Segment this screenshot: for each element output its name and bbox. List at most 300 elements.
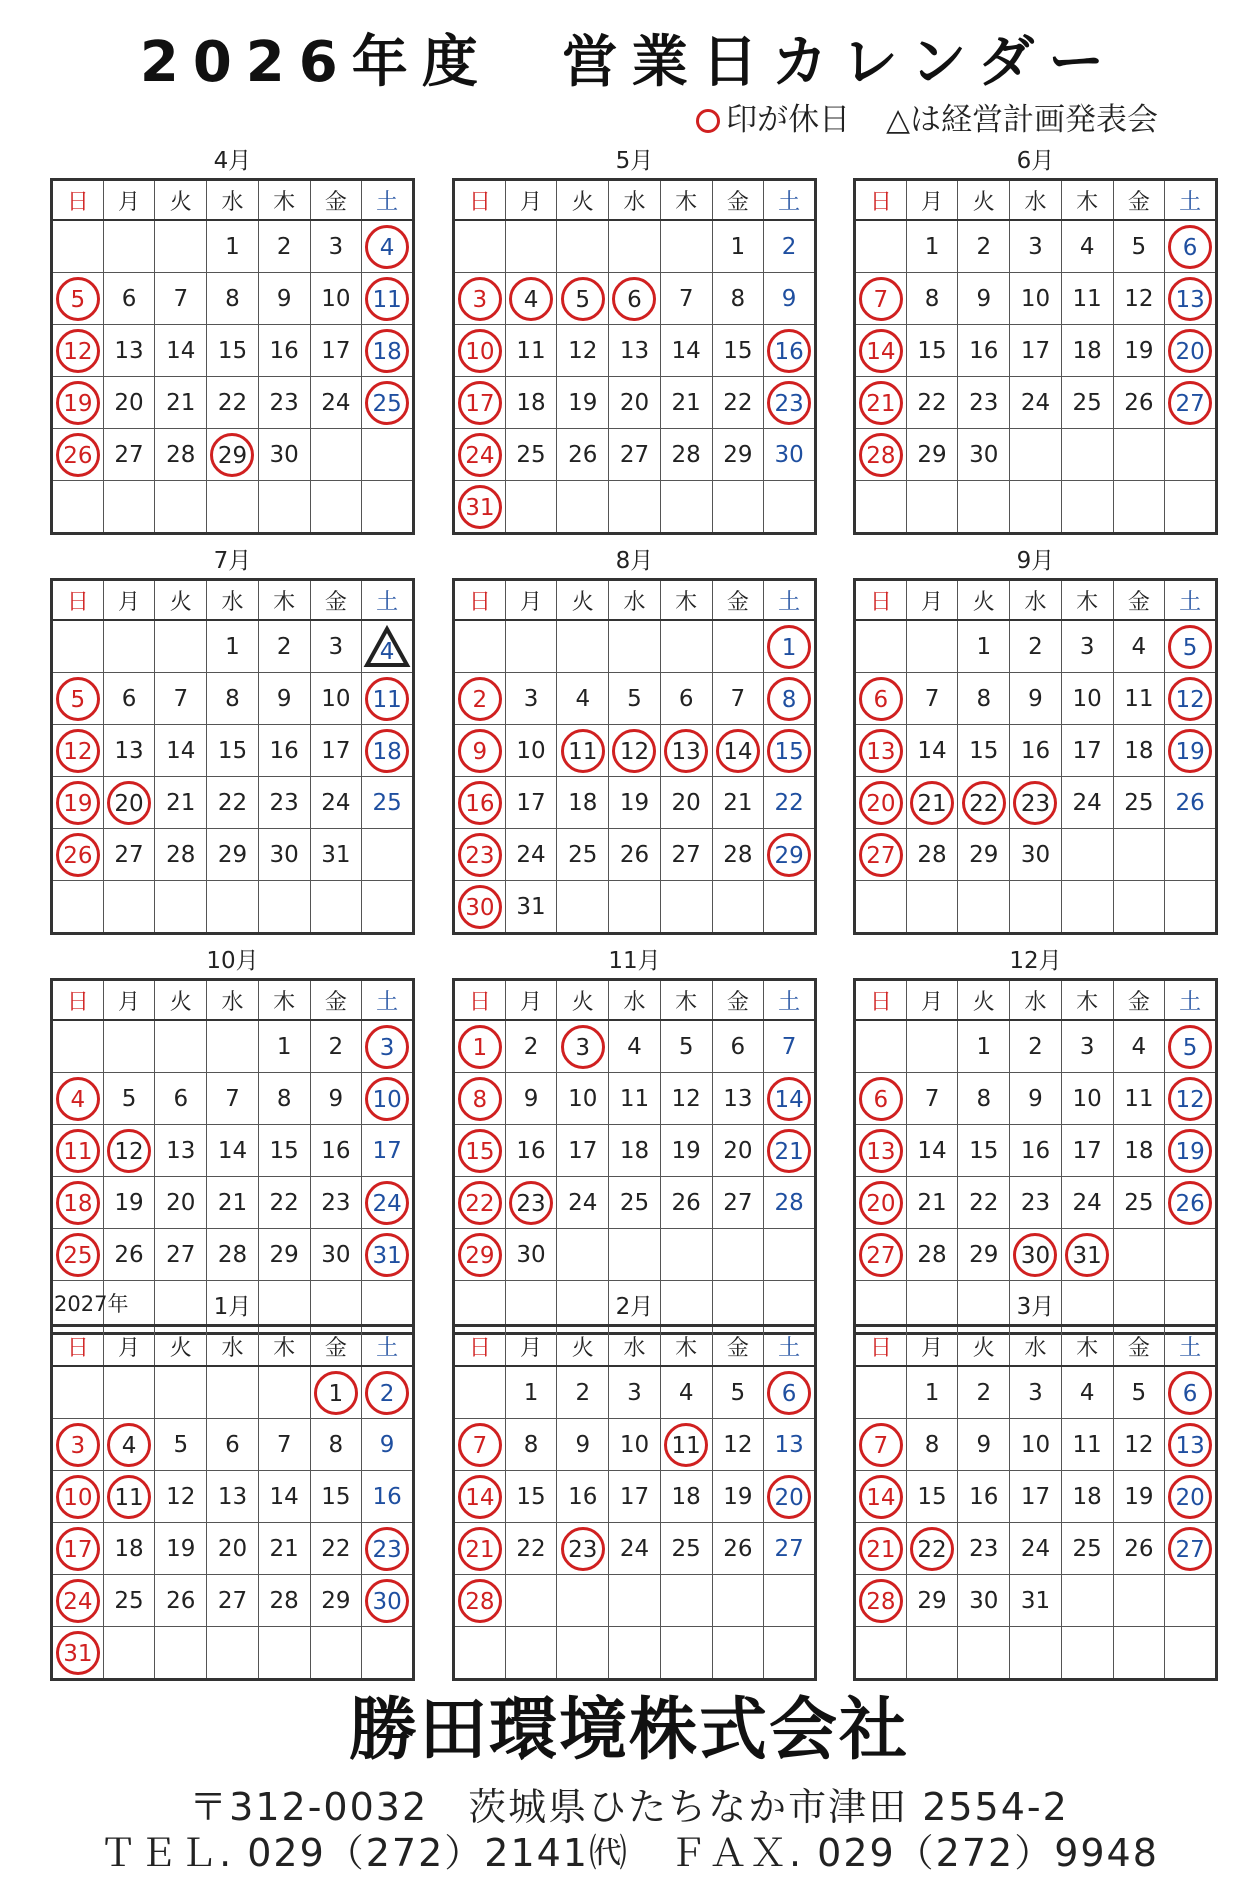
day-number: 25: [516, 441, 546, 468]
day-number: 26: [1124, 1535, 1154, 1562]
day-number: 5: [56, 277, 100, 321]
weekday-header: 火: [155, 580, 207, 621]
weekday-header: 金: [712, 580, 764, 621]
day-number: 1: [314, 1371, 358, 1415]
month-table: [452, 578, 817, 935]
day-number: 17: [372, 1137, 402, 1164]
day-number: 17: [1072, 737, 1102, 764]
day-cell: [505, 673, 557, 725]
day-number: 7: [276, 1431, 292, 1458]
day-cell: [906, 1471, 958, 1523]
day-cell: [258, 1575, 310, 1627]
day-cell: [1061, 1125, 1113, 1177]
day-cell: [855, 1575, 907, 1627]
day-number: 16: [1020, 737, 1051, 764]
empty-cell: [1061, 1627, 1113, 1680]
weekday-header: 月: [103, 980, 155, 1021]
day-number: 17: [321, 737, 351, 764]
day-cell: [454, 1419, 506, 1471]
day-cell: [310, 1125, 362, 1177]
day-cell: [505, 1177, 557, 1229]
day-number: 1: [976, 633, 992, 660]
day-cell: [454, 881, 506, 934]
day-number: 23: [1020, 1189, 1051, 1216]
day-cell: [310, 777, 362, 829]
weekday-header: 火: [155, 980, 207, 1021]
weekday-header: 土: [764, 180, 816, 221]
day-number: 11: [1072, 285, 1102, 312]
empty-cell: [258, 1366, 310, 1419]
weekday-header: 火: [958, 980, 1010, 1021]
empty-cell: [103, 481, 155, 534]
day-cell: [258, 620, 310, 673]
day-number: 18: [1072, 337, 1102, 364]
day-cell: [609, 1471, 661, 1523]
weekday-header: 木: [258, 1326, 310, 1367]
empty-cell: [855, 1020, 907, 1073]
empty-cell: [155, 1627, 207, 1680]
weekday-header: 金: [712, 180, 764, 221]
empty-cell: [1010, 429, 1062, 481]
day-number: 8: [730, 285, 746, 312]
day-cell: [505, 1419, 557, 1471]
weekday-header: 水: [1010, 180, 1062, 221]
day-number: 24: [516, 841, 546, 868]
day-cell: [958, 220, 1010, 273]
day-number: 8: [924, 285, 940, 312]
day-cell: [1113, 273, 1165, 325]
day-cell: [609, 1020, 661, 1073]
day-cell: [712, 377, 764, 429]
day-cell: [1010, 1575, 1062, 1627]
day-number: 6: [173, 1085, 189, 1112]
day-number: 3: [627, 1379, 642, 1406]
empty-cell: [764, 1229, 816, 1281]
day-number: 13: [1168, 1423, 1212, 1467]
day-cell: [764, 1523, 816, 1575]
weekday-header: 火: [557, 180, 609, 221]
day-cell: [1165, 1125, 1217, 1177]
weekday-header: 月: [906, 980, 958, 1021]
empty-cell: [454, 220, 506, 273]
day-cell: [764, 220, 816, 273]
day-cell: [310, 1471, 362, 1523]
empty-cell: [855, 881, 907, 934]
day-cell: [958, 1575, 1010, 1627]
day-number: 22: [516, 1535, 546, 1562]
day-number: 30: [969, 441, 999, 468]
day-cell: [1010, 1419, 1062, 1471]
day-cell: [505, 1229, 557, 1281]
day-number: 10: [568, 1085, 598, 1112]
weekday-header: 日: [454, 180, 506, 221]
empty-cell: [207, 481, 259, 534]
day-cell: [958, 1471, 1010, 1523]
day-cell: [1113, 1125, 1165, 1177]
weekday-header: 金: [310, 180, 362, 221]
day-number: 2: [781, 233, 797, 260]
day-cell: [660, 1471, 712, 1523]
day-number: 24: [321, 789, 351, 816]
day-number: 14: [166, 337, 196, 364]
empty-cell: [557, 881, 609, 934]
day-number: 8: [523, 1431, 539, 1458]
month-table: [50, 178, 415, 535]
day-number: 16: [458, 781, 502, 825]
day-number: 5: [678, 1033, 694, 1060]
day-number: 6: [767, 1371, 811, 1415]
day-number: 8: [225, 685, 240, 712]
month-calendar: [50, 948, 415, 1335]
day-number: 17: [458, 381, 502, 425]
empty-cell: [103, 1627, 155, 1680]
day-cell: [764, 777, 816, 829]
day-cell: [712, 325, 764, 377]
day-cell: [310, 673, 362, 725]
day-number: 16: [516, 1137, 546, 1164]
month-label: 2月: [615, 1294, 654, 1320]
weekday-header: 日: [454, 980, 506, 1021]
day-cell: [454, 829, 506, 881]
day-cell: [155, 377, 207, 429]
day-number: 3: [328, 233, 344, 260]
day-cell: [1061, 325, 1113, 377]
weekday-header: 火: [155, 1326, 207, 1367]
day-number: 18: [1072, 1483, 1102, 1510]
day-cell: [906, 829, 958, 881]
month-label: 8月: [615, 548, 654, 574]
day-cell: [1113, 673, 1165, 725]
empty-cell: [155, 481, 207, 534]
day-cell: [660, 325, 712, 377]
day-cell: [660, 777, 712, 829]
day-cell: [1113, 1523, 1165, 1575]
empty-cell: [906, 620, 958, 673]
day-number: 14: [767, 1077, 811, 1121]
day-cell: [660, 1366, 712, 1419]
day-cell: [557, 1471, 609, 1523]
day-cell: [454, 325, 506, 377]
empty-cell: [712, 1575, 764, 1627]
day-number: 9: [1028, 685, 1043, 712]
day-number: 24: [619, 1535, 650, 1562]
day-cell: [505, 1125, 557, 1177]
day-cell: [1010, 1229, 1062, 1281]
weekday-header: 木: [660, 980, 712, 1021]
day-number: 12: [166, 1483, 196, 1510]
day-cell: [1061, 1419, 1113, 1471]
day-cell: [609, 1073, 661, 1125]
day-number: 4: [56, 1077, 100, 1121]
day-number: 21: [859, 381, 903, 425]
empty-cell: [958, 1627, 1010, 1680]
day-cell: [454, 1471, 506, 1523]
day-cell: [362, 673, 414, 725]
day-cell: [207, 1073, 259, 1125]
day-cell: [712, 220, 764, 273]
day-cell: [1010, 829, 1062, 881]
empty-cell: [609, 481, 661, 534]
day-number: 15: [458, 1129, 502, 1173]
day-cell: [660, 829, 712, 881]
day-number: 27: [774, 1535, 804, 1562]
day-cell: [855, 325, 907, 377]
day-number: 30: [1020, 841, 1051, 868]
empty-cell: [1113, 1627, 1165, 1680]
day-number: 18: [516, 389, 546, 416]
empty-cell: [855, 1627, 907, 1680]
day-number: 6: [121, 285, 137, 312]
empty-cell: [855, 481, 907, 534]
day-cell: [155, 725, 207, 777]
day-number: 24: [1072, 789, 1102, 816]
day-cell: [1113, 725, 1165, 777]
day-cell: [1165, 620, 1217, 673]
day-number: 31: [365, 1233, 409, 1277]
day-number: 7: [924, 685, 940, 712]
day-number: 25: [1124, 1189, 1154, 1216]
day-number: 7: [458, 1423, 502, 1467]
day-cell: [958, 1229, 1010, 1281]
day-number: 25: [671, 1535, 701, 1562]
day-cell: [155, 673, 207, 725]
day-number: 21: [269, 1535, 299, 1562]
empty-cell: [310, 429, 362, 481]
day-cell: [712, 777, 764, 829]
day-cell: [1113, 1020, 1165, 1073]
day-number: 17: [516, 789, 546, 816]
day-cell: [103, 777, 155, 829]
empty-cell: [207, 1627, 259, 1680]
empty-cell: [454, 620, 506, 673]
day-cell: [1165, 1419, 1217, 1471]
weekday-header: 火: [958, 1326, 1010, 1367]
day-number: 20: [114, 389, 144, 416]
day-cell: [764, 1177, 816, 1229]
day-number: 3: [1079, 1033, 1095, 1060]
day-number: 14: [859, 1475, 903, 1519]
day-number: 23: [365, 1527, 409, 1571]
day-number: 4: [107, 1423, 151, 1467]
day-number: 19: [1168, 1129, 1212, 1173]
day-cell: [52, 1125, 104, 1177]
day-number: 28: [671, 441, 701, 468]
day-cell: [557, 1419, 609, 1471]
day-number: 24: [1072, 1189, 1102, 1216]
day-number: 19: [1124, 337, 1154, 364]
weekday-header: 土: [1165, 180, 1217, 221]
empty-cell: [855, 220, 907, 273]
day-cell: [155, 1073, 207, 1125]
day-number: 1: [458, 1025, 502, 1069]
day-cell: [207, 325, 259, 377]
day-cell: [207, 620, 259, 673]
day-cell: [103, 725, 155, 777]
weekday-header: 月: [103, 580, 155, 621]
empty-cell: [52, 220, 104, 273]
day-cell: [906, 220, 958, 273]
day-cell: [52, 777, 104, 829]
day-cell: [557, 777, 609, 829]
day-cell: [660, 1177, 712, 1229]
weekday-header: 土: [1165, 580, 1217, 621]
day-number: 17: [568, 1137, 598, 1164]
day-number: 17: [619, 1483, 650, 1510]
day-number: 18: [619, 1137, 650, 1164]
day-cell: [1010, 725, 1062, 777]
day-number: 7: [924, 1085, 940, 1112]
day-number: 30: [269, 441, 299, 468]
day-cell: [155, 1177, 207, 1229]
empty-cell: [310, 1627, 362, 1680]
day-cell: [958, 1366, 1010, 1419]
month-label: 10月: [206, 948, 259, 974]
day-cell: [505, 725, 557, 777]
month-table: [853, 1324, 1218, 1681]
day-number: 19: [56, 381, 100, 425]
day-cell: [103, 1575, 155, 1627]
day-number: 5: [121, 1085, 137, 1112]
day-number: 5: [561, 277, 605, 321]
day-number: 2: [523, 1033, 539, 1060]
empty-cell: [258, 481, 310, 534]
day-number: 22: [217, 389, 248, 416]
day-number: 27: [859, 833, 903, 877]
day-cell: [1010, 1471, 1062, 1523]
weekday-header: 水: [207, 980, 259, 1021]
day-number: 25: [1072, 389, 1102, 416]
day-number: 12: [1124, 1431, 1154, 1458]
day-cell: [454, 1125, 506, 1177]
month-calendar: [50, 548, 415, 935]
day-cell: [310, 273, 362, 325]
day-number: 16: [269, 337, 299, 364]
day-number: 9: [575, 1431, 591, 1458]
empty-cell: [712, 881, 764, 934]
day-cell: [764, 273, 816, 325]
day-number: 11: [619, 1085, 650, 1112]
day-cell: [660, 673, 712, 725]
day-cell: [155, 1575, 207, 1627]
day-cell: [103, 1073, 155, 1125]
day-number: 30: [1013, 1233, 1057, 1277]
empty-cell: [557, 481, 609, 534]
weekday-header: 月: [906, 180, 958, 221]
empty-cell: [906, 1627, 958, 1680]
day-number: 3: [56, 1423, 100, 1467]
month-table: [452, 1324, 817, 1681]
day-number: 26: [619, 841, 650, 868]
day-number: 4: [678, 1379, 694, 1406]
weekday-header: 月: [103, 1326, 155, 1367]
day-number: 7: [859, 277, 903, 321]
empty-cell: [660, 1627, 712, 1680]
day-cell: [958, 1419, 1010, 1471]
day-number: 31: [56, 1631, 100, 1675]
day-number: 3: [523, 685, 539, 712]
day-number: 27: [166, 1241, 196, 1268]
day-cell: [1010, 673, 1062, 725]
day-cell: [505, 881, 557, 934]
day-number: 25: [365, 381, 409, 425]
weekday-header: 月: [906, 1326, 958, 1367]
day-cell: [207, 220, 259, 273]
empty-cell: [712, 1627, 764, 1680]
weekday-header: 木: [258, 180, 310, 221]
day-number: 27: [619, 441, 650, 468]
day-number: 30: [269, 841, 299, 868]
day-cell: [505, 1523, 557, 1575]
weekday-header: 木: [258, 980, 310, 1021]
day-cell: [454, 273, 506, 325]
empty-cell: [1165, 881, 1217, 934]
day-number: 27: [671, 841, 701, 868]
empty-cell: [362, 881, 414, 934]
day-cell: [609, 273, 661, 325]
day-number: 21: [917, 1189, 947, 1216]
day-number: 1: [225, 633, 240, 660]
day-cell: [855, 829, 907, 881]
day-cell: [557, 377, 609, 429]
day-number: 10: [321, 685, 351, 712]
day-cell: [764, 377, 816, 429]
day-cell: [855, 1073, 907, 1125]
month-label: 5月: [615, 148, 654, 174]
day-cell: [557, 1523, 609, 1575]
day-cell: [1010, 777, 1062, 829]
day-number: 13: [859, 729, 903, 773]
day-cell: [906, 429, 958, 481]
day-number: 21: [458, 1527, 502, 1571]
day-cell: [454, 481, 506, 534]
day-number: 9: [1028, 1085, 1043, 1112]
day-number: 24: [1020, 1535, 1051, 1562]
weekday-header: 月: [505, 1326, 557, 1367]
day-number: 29: [269, 1241, 299, 1268]
day-cell: [906, 1575, 958, 1627]
empty-cell: [103, 1020, 155, 1073]
day-cell: [660, 1020, 712, 1073]
day-number: 11: [516, 337, 546, 364]
month-label: 9月: [1016, 548, 1055, 574]
day-cell: [362, 1229, 414, 1281]
day-number: 25: [372, 789, 402, 816]
day-cell: [1061, 1523, 1113, 1575]
day-cell: [155, 777, 207, 829]
day-cell: [103, 829, 155, 881]
month-table: [853, 978, 1218, 1335]
weekday-header: 水: [207, 180, 259, 221]
legend: [696, 94, 1158, 139]
day-cell: [1165, 220, 1217, 273]
day-number: 26: [166, 1587, 196, 1614]
day-number: 7: [859, 1423, 903, 1467]
day-number: 17: [1072, 1137, 1102, 1164]
day-cell: [1165, 725, 1217, 777]
day-number: 11: [1124, 685, 1154, 712]
day-number: 19: [114, 1189, 144, 1216]
day-number: 25: [568, 841, 598, 868]
weekday-header: 木: [1061, 980, 1113, 1021]
day-number: 25: [1072, 1535, 1102, 1562]
day-cell: [1010, 325, 1062, 377]
day-cell: [1165, 1177, 1217, 1229]
month-calendar: [50, 148, 415, 535]
day-number: 1: [523, 1379, 539, 1406]
empty-cell: [155, 881, 207, 934]
day-number: 6: [859, 677, 903, 721]
day-cell: [258, 273, 310, 325]
